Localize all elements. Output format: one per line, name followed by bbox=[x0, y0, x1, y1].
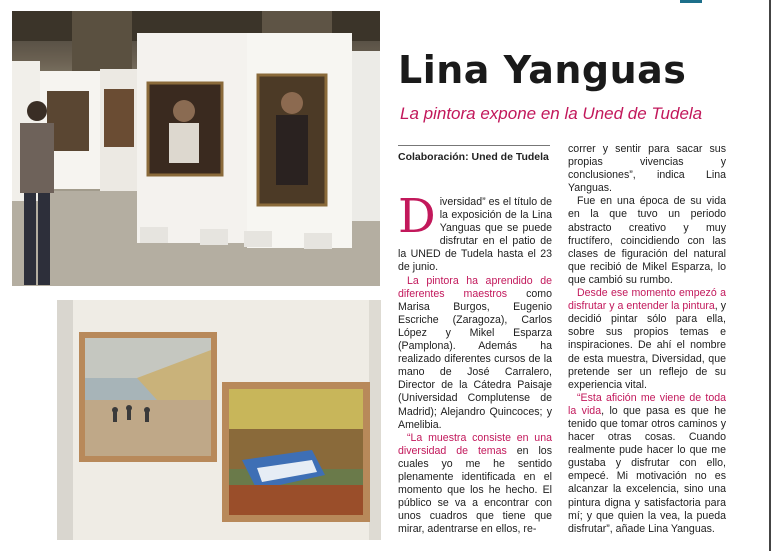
article-title: Lina Yanguas bbox=[398, 48, 687, 92]
drop-cap: D bbox=[398, 189, 436, 244]
paintings-photo bbox=[57, 300, 381, 540]
paragraph-continuation: correr y sentir para sacar sus propias vivencias y conclusiones”, indica Lina Yanguas. bbox=[568, 143, 726, 195]
highlight-quote-2: “Esta afición me viene de toda la vida bbox=[568, 391, 726, 417]
article-column-1 bbox=[398, 189, 552, 536]
exhibition-photo-illustration bbox=[12, 11, 380, 286]
paragraph-enjoy-text: , y decidió pintar sólo para ella, sobre sus propios temas e inspiraciones. De ahí el nombre de esta muestra, Diversidad, que pretende ser un reflejo de su experiencia vital. bbox=[568, 300, 726, 391]
article-column-2 bbox=[568, 143, 726, 536]
paintings-photo-illustration bbox=[57, 300, 381, 540]
paragraph-teachers-text: como Marisa Burgos, Eugenio Escriche (Zaragoza), Carlos López y Mikel Esparza (Pamplona). Además ha realizado diferentes cursos de la mano de José Carralero, Director de la Cátedra Paisaje (Universidad Complutense de Madrid); Alejandro Quincoces; y Amelibia. bbox=[398, 287, 552, 431]
top-color-mark bbox=[680, 0, 702, 3]
paragraph-quote-2 bbox=[568, 392, 726, 536]
highlight-quote-1: “La muestra consiste en una diversidad de temas bbox=[398, 431, 552, 457]
highlight-enjoy: Desde ese momento empezó a disfrutar y a entender la pintura bbox=[568, 287, 726, 313]
exhibition-photo bbox=[12, 11, 380, 286]
paragraph-abstract-period: Fue en una época de su vida en la que tuvo un periodo abstracto creativo y muy fructífero, coincidiendo con las clases de figuración del natural que recibió de Mikel Esparza, lo que cambió su rumbo. bbox=[568, 195, 726, 286]
paragraph-quote-2-text: , lo que pasa es que he tenido que tomar otros caminos y hacer otras cosas. Cuando realmente pude hacer lo que me gustaba y disfrutar con ello, empecé. Mi motivación no es alcanzar la excelencia, sino una pintura digna y satisfactoria para mí; y que quien la vea, la pueda disfrutar”, añade Lina Yanguas. bbox=[568, 404, 726, 535]
article-credit: Colaboración: Uned de Tudela bbox=[398, 151, 549, 163]
paragraph-quote-1-text: en los cuales yo me he sentido plenamente identificada en el momento que los he hecho. El público se va a encontrar con unos cuadros que tiene que mirar, adentrarse en ellos, re- bbox=[398, 444, 552, 536]
credit-divider bbox=[398, 145, 550, 146]
paragraph-teachers bbox=[398, 275, 552, 432]
article-subtitle: La pintora expone en la Uned de Tudela bbox=[400, 104, 703, 123]
lead-text: iversidad” es el título de la exposición de la Lina Yanguas que se puede disfrutar en el patio de la UNED de Tudela hasta el 23 de junio. bbox=[398, 196, 552, 274]
lead-paragraph bbox=[398, 189, 552, 275]
highlight-teachers: La pintora ha aprendido de diferentes maestros bbox=[398, 274, 552, 300]
paragraph-enjoy bbox=[568, 287, 726, 392]
paragraph-quote-1 bbox=[398, 432, 552, 537]
